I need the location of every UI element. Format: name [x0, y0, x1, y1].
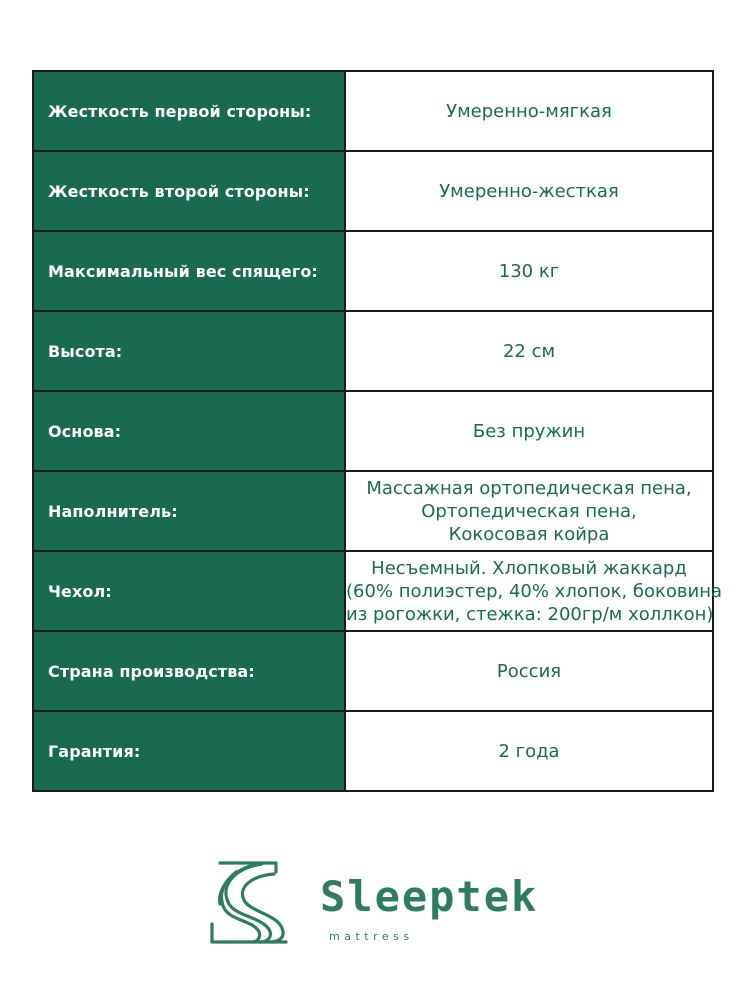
table-row	[33, 71, 713, 151]
spec-label-max-weight: Максимальный вес спящего:	[33, 231, 345, 311]
table-row	[33, 631, 713, 711]
spec-value-max-weight	[345, 231, 713, 311]
spec-label-filling: Наполнитель:	[33, 471, 345, 551]
spec-value-line: 130 кг	[498, 260, 560, 282]
spec-value-line: (60% полиэстер, 40% хлопок, боковина	[346, 580, 723, 602]
spec-label-base: Основа:	[33, 391, 345, 471]
spec-label-height: Высота:	[33, 311, 345, 391]
table-row	[33, 391, 713, 471]
spec-value-line: Массажная ортопедическая пена,	[366, 477, 692, 499]
table-row	[33, 551, 713, 631]
spec-value-line: Умеренно-жесткая	[439, 180, 619, 202]
spec-value-line: 22 см	[502, 340, 556, 362]
spec-value-filling	[345, 471, 713, 551]
table-row	[33, 471, 713, 551]
spec-value-height	[345, 311, 713, 391]
spec-value-line: Кокосовая койра	[448, 523, 610, 545]
spec-value-line: Россия	[496, 660, 562, 682]
spec-label-country: Страна производства:	[33, 631, 345, 711]
spec-value-warranty	[345, 711, 713, 791]
table-row	[33, 711, 713, 791]
spec-label-firmness-side-one: Жесткость первой стороны:	[33, 71, 345, 151]
table-row	[33, 311, 713, 391]
specifications-table	[32, 70, 723, 792]
spec-value-line: Без пружин	[472, 420, 586, 442]
spec-value-cover	[345, 551, 723, 631]
brand-tagline: mattress	[329, 930, 414, 943]
spec-value-line: Умеренно-мягкая	[446, 100, 612, 122]
spec-value-line: 2 года	[498, 740, 560, 762]
stylized-s-logo-icon	[206, 858, 296, 946]
spec-value-firmness-side-one	[345, 71, 713, 151]
spec-label-cover: Чехол:	[33, 551, 345, 631]
spec-value-firmness-side-two	[345, 151, 713, 231]
spec-value-line: Ортопедическая пена,	[421, 500, 637, 522]
spec-value-base	[345, 391, 713, 471]
brand-logo	[206, 858, 539, 948]
spec-value-line: из рогожки, стежка: 200гр/м холлкон)	[346, 603, 714, 625]
brand-name: Sleeptek	[320, 872, 539, 921]
table-row	[33, 151, 713, 231]
spec-label-firmness-side-two: Жесткость второй стороны:	[33, 151, 345, 231]
spec-value-country	[345, 631, 713, 711]
spec-label-warranty: Гарантия:	[33, 711, 345, 791]
table-row	[33, 231, 713, 311]
spec-value-line: Несъемный. Хлопковый жаккард	[371, 557, 687, 579]
